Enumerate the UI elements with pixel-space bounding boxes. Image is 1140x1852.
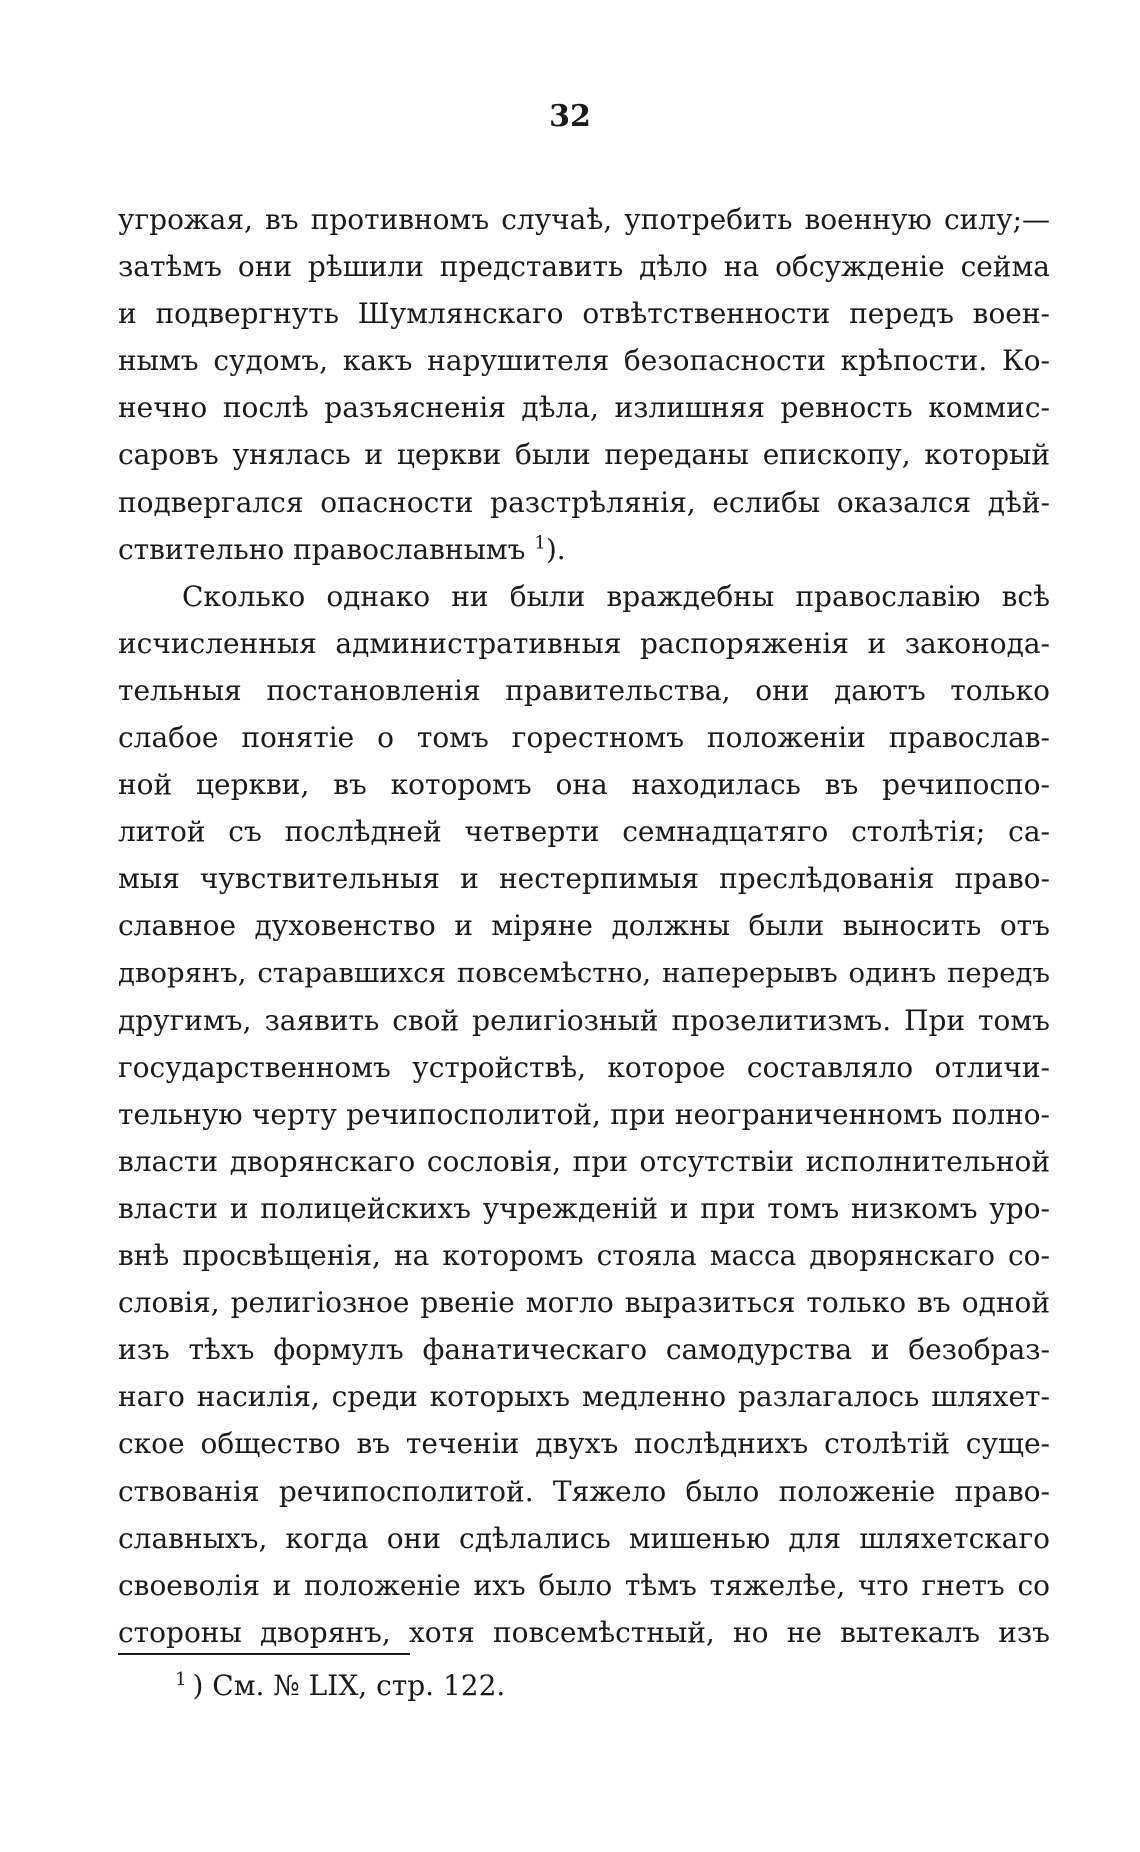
text-line: внѣ просвѣщенія, на которомъ стояла масса дворянскаго со- [118, 1239, 1050, 1273]
text-line: исчисленныя административныя распоряженія и законода- [118, 626, 1050, 660]
text-line: наго насилія, среди которыхъ медленно разлагалось шляхет- [118, 1380, 1050, 1414]
paragraph-end-line [118, 526, 1050, 573]
text-line: тельныя постановленія правительства, они даютъ только [118, 673, 1050, 707]
text-line: подвергался опасности разстрѣлянія, еслибы оказался дѣй- [118, 485, 1050, 519]
footnote-reference: 1 [534, 532, 546, 554]
text-line: другимъ, заявить свой религіозный прозелитизмъ. При томъ [118, 1003, 1050, 1037]
paragraph-start-line: Сколько однако ни были враждебны православію всѣ [182, 579, 1050, 613]
text-line: государственномъ устройствѣ, которое составляло отличи- [118, 1050, 1050, 1084]
text-line: и подвергнуть Шумлянскаго отвѣтственности передъ воен- [118, 297, 1050, 331]
text-line: мыя чувствительныя и нестерпимыя преслѣдованія право- [118, 862, 1050, 896]
text-line: дворянъ, старавшихся повсемѣстно, наперерывъ одинъ передъ [118, 956, 1050, 989]
text-line: литой съ послѣдней четверти семнадцатяго столѣтія; са- [118, 815, 1050, 849]
footnote-divider [118, 1653, 410, 1655]
footnote-text: ) См. № LIX, стр. 122. [192, 1669, 506, 1702]
text-line: стороны дворянъ, хотя повсемѣстный, но не вытекалъ изъ [118, 1615, 1050, 1649]
text-line: словія, религіозное рвеніе могло выразиться только въ одной [118, 1286, 1050, 1320]
text-line: тельную черту речипосполитой, при неограниченномъ полно- [118, 1097, 1050, 1131]
body-text [118, 196, 1050, 1656]
footnote-mark: 1 [175, 1668, 187, 1690]
line-text: ствительно православнымъ [118, 532, 526, 566]
text-line: нечно послѣ разъясненія дѣла, излишняя ревность коммис- [118, 391, 1050, 425]
text-line: своеволія и положеніе ихъ было тѣмъ тяжелѣе, что гнетъ со [118, 1568, 1050, 1602]
text-line: ствованія речипосполитой. Тяжело было положеніе право- [118, 1474, 1050, 1508]
page-number: 32 [549, 99, 591, 134]
text-line: нымъ судомъ, какъ нарушителя безопасности крѣпости. Ко- [118, 344, 1050, 378]
text-line: власти дворянскаго сословія, при отсутствіи исполнительной [118, 1144, 1050, 1178]
text-line: славное духовенство и міряне должны были выносить отъ [118, 909, 1050, 943]
text-line: славныхъ, когда они сдѣлались мишенью для шляхетскаго [118, 1521, 1050, 1555]
footnote [175, 1668, 505, 1704]
text-line: затѣмъ они рѣшили представить дѣло на обсужденіе сейма [118, 250, 1050, 284]
text-line: власти и полицейскихъ учрежденій и при томъ низкомъ уро- [118, 1191, 1050, 1225]
text-line: изъ тѣхъ формулъ фанатическаго самодурства и безобраз- [118, 1333, 1050, 1367]
text-line: ной церкви, въ которомъ она находилась въ речипоспо- [118, 768, 1050, 802]
text-line: ское общество въ теченіи двухъ послѣднихъ столѣтій суще- [118, 1427, 1050, 1461]
text-line: угрожая, въ противномъ случаѣ, употребить военную силу;— [118, 203, 1050, 236]
line-text-tail: ). [545, 532, 566, 566]
text-line: саровъ унялась и церкви были переданы епископу, который [118, 438, 1050, 472]
text-line: слабое понятіе о томъ горестномъ положеніи православ- [118, 721, 1050, 755]
